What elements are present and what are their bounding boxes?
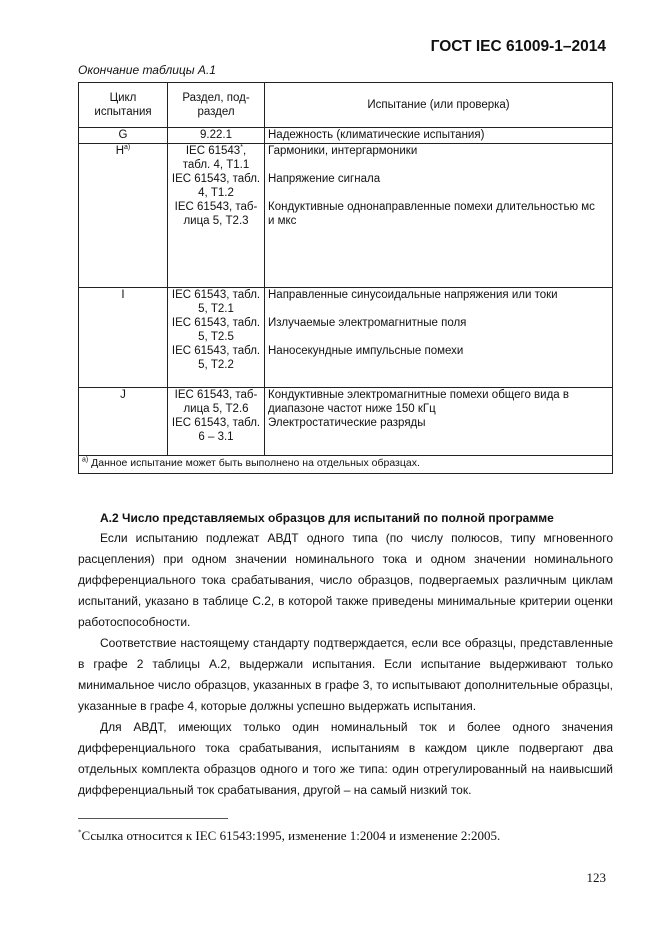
section-cell: IEC 61543, таб- лица 5, Т2.6 IEC 61543, табл. 6 – 3.1 [168,388,265,456]
cycle-cell: $H^{а)}$ [79,144,168,288]
test-cell: Направленные синусоидальные напряжения или токи Излучаемые электромагнитные поля Наносекундные импульсные помехи [265,288,613,388]
test-cell: Гармоники, интергармоники Напряжение сигнала Кондуктивные однонаправленные помехи длительностью мс и мкс [265,144,613,288]
cycle-cell: G [79,128,168,144]
table-row [79,288,613,388]
test-cell: Надежность (климатические испытания) [265,128,613,144]
section-heading: А.2 Число представляемых образцов для испытаний по полной программе [100,511,554,525]
section-cell: IEC 61543*, табл. 4, Т1.1 IEC 61543, табл. 4, Т1.2 IEC 61543, таб- лица 5, Т2.3 [168,144,265,288]
header-test: Испытание (или проверка) [265,83,613,128]
section-cell: IEC 61543, табл. 5, Т2.1 IEC 61543, табл. 5, Т2.5 IEC 61543, табл. 5, Т2.2 [168,288,265,388]
footnote-divider [78,818,228,819]
page-number: 123 [586,870,606,885]
table-header-row [79,83,613,128]
test-cycle-table [78,82,613,474]
cycle-cell: J [79,388,168,456]
table-row [79,128,613,144]
test-cell: Кондуктивные электромагнитные помехи общего вида в диапазоне частот ниже 150 кГц Электростатические разряды [265,388,613,456]
table-caption: Окончание таблицы А.1 [78,63,216,77]
table-row [79,144,613,288]
header-section: Раздел, под- раздел [168,83,265,128]
document-header: ГОСТ IEC 61009-1–2014 [430,38,606,55]
paragraph: Если испытанию подлежат АВДТ одного типа (по числу полюсов, типу мгновенного расцепления) при одном значении номинального тока и одном значении номинального дифференциального тока срабатывания, число образцов, подвергаемых различным циклам испытаний, указано в таблице С.2, в которой также приведены минимальные критерии оценки работоспособности. [78,531,613,629]
page-footnote: *Ссылка относится к IEC 61543:1995, изменение 1:2004 и изменение 2:2005. [78,828,501,843]
paragraph: Соответствие настоящему стандарту подтверждается, если все образцы, представленные в графе 2 таблицы А.2, выдержали испытания. Если испытание выдерживают только минимальное число образцов, указанных в графе 3, то испытывают дополнительные образцы, указанные в графе 4, которые должны успешно выдержать испытания. [78,636,613,713]
cycle-cell: I [79,288,168,388]
section-cell: 9.22.1 [168,128,265,144]
table-row [79,388,613,456]
paragraph: Для АВДТ, имеющих только один номинальный ток и более одного значения дифференциального тока срабатывания, испытаниям в каждом цикле подвергают два отдельных комплекта образцов одного и того же типа: один отрегулированный на наивысший дифференциальный ток срабатывания, другой – на самый низкий ток. [78,720,613,797]
header-cycle: Цикл испытания [79,83,168,128]
table-footnote-row [79,456,613,474]
table-footnote: $^{а)}$ Данное испытание может быть выполнено на отдельных образцах. [79,456,613,474]
